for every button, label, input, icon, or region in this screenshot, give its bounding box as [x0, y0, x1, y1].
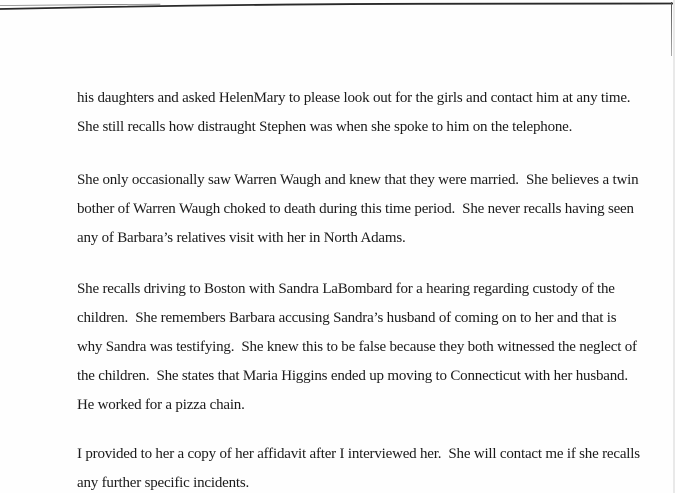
text-line: any of Barbara’s relatives visit with her in North Adams. [77, 230, 406, 246]
text-line: the children. She states that Maria Higgins ended up moving to Connecticut with her husband. [77, 368, 628, 384]
text-line: why Sandra was testifying. She knew this to be false because they both witnessed the neglect of [77, 339, 637, 355]
text-line: She only occasionally saw Warren Waugh and knew that they were married. She believes a twin [77, 172, 639, 188]
text-line: children. She remembers Barbara accusing Sandra’s husband of coming on to her and that is [77, 310, 617, 326]
text-line: his daughters and asked HelenMary to please look out for the girls and contact him at any time. [77, 90, 631, 106]
paragraph-4 [77, 440, 645, 493]
text-line: any further specific incidents. [77, 475, 250, 491]
text-line: She still recalls how distraught Stephen was when she spoke to him on the telephone. [77, 119, 573, 135]
text-line: I provided to her a copy of her affidavit after I interviewed her. She will contact me if she recalls [77, 446, 640, 462]
paragraph-2 [77, 166, 645, 253]
text-line: She recalls driving to Boston with Sandra LaBombard for a hearing regarding custody of the [77, 281, 615, 297]
paragraph-1 [77, 84, 645, 142]
text-line: bother of Warren Waugh choked to death during this time period. She never recalls having seen [77, 201, 634, 217]
paragraph-3 [77, 275, 645, 420]
text-line: He worked for a pizza chain. [77, 397, 245, 413]
